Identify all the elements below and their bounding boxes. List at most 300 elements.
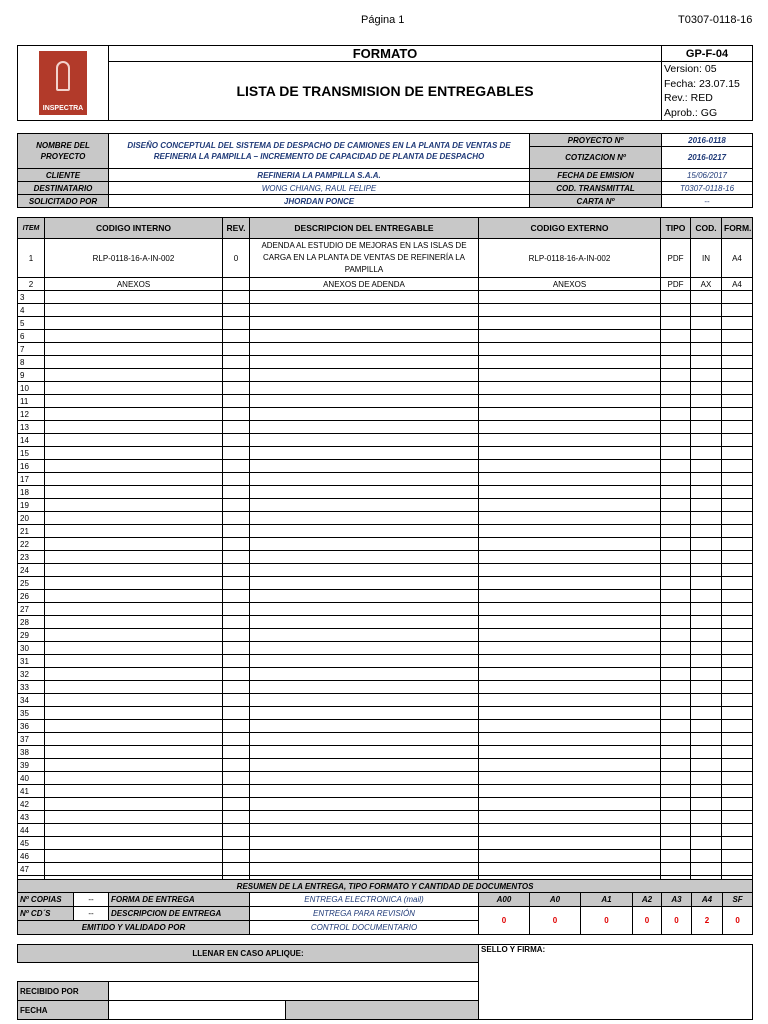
issued-by-label: EMITIDO Y VALIDADO POR [18, 921, 250, 935]
cell-item-number: 22 [18, 538, 45, 551]
cell-item-number: 43 [18, 811, 45, 824]
cell-format [722, 642, 753, 655]
cell-revision [223, 447, 250, 460]
cell-description [250, 798, 479, 811]
cell-revision [223, 759, 250, 772]
cell-revision [223, 720, 250, 733]
cell-revision [223, 824, 250, 837]
cell-type [661, 785, 691, 798]
cell-type [661, 421, 691, 434]
cell-external-code [479, 642, 661, 655]
cell-external-code [479, 395, 661, 408]
cell-item-number: 40 [18, 772, 45, 785]
cell-internal-code [45, 759, 223, 772]
count-a3: 0 [662, 907, 692, 935]
cell-description [250, 772, 479, 785]
cell-revision [223, 291, 250, 304]
transmittal-value: T0307-0118-16 [662, 182, 753, 195]
cell-internal-code [45, 603, 223, 616]
table-row [18, 668, 753, 681]
cell-item-number: 12 [18, 408, 45, 421]
cell-item-number: 38 [18, 746, 45, 759]
cell-format [722, 655, 753, 668]
col-description: DESCRIPCION DEL ENTREGABLE [250, 218, 479, 239]
project-name-label: NOMBRE DEL PROYECTO [18, 134, 109, 169]
cell-type [661, 408, 691, 421]
cell-external-code [479, 655, 661, 668]
cell-code [691, 759, 722, 772]
cell-internal-code [45, 447, 223, 460]
format-a1-label: A1 [581, 893, 633, 907]
cell-revision [223, 850, 250, 863]
page-number: Página 1 [361, 14, 405, 26]
cell-format [722, 291, 753, 304]
cell-internal-code [45, 382, 223, 395]
cell-external-code [479, 304, 661, 317]
cell-internal-code [45, 798, 223, 811]
cell-item-number: 39 [18, 759, 45, 772]
cell-revision [223, 278, 250, 291]
cell-external-code [479, 720, 661, 733]
cell-revision [223, 317, 250, 330]
cell-revision [223, 382, 250, 395]
cell-item-number: 44 [18, 824, 45, 837]
cell-format [722, 772, 753, 785]
table-row [18, 343, 753, 356]
cell-external-code [479, 707, 661, 720]
cell-revision [223, 460, 250, 473]
table-row [18, 486, 753, 499]
cell-item-number: 47 [18, 863, 45, 876]
cell-type [661, 811, 691, 824]
table-row [18, 681, 753, 694]
cell-revision [223, 733, 250, 746]
table-row [18, 434, 753, 447]
cell-item-number: 5 [18, 317, 45, 330]
cell-internal-code [45, 863, 223, 876]
cell-description [250, 460, 479, 473]
cell-format [722, 447, 753, 460]
cell-external-code [479, 785, 661, 798]
cell-internal-code [45, 564, 223, 577]
cell-revision [223, 603, 250, 616]
cell-description [250, 733, 479, 746]
cell-type [661, 434, 691, 447]
col-cod: COD. [691, 218, 722, 239]
cell-item-number: 27 [18, 603, 45, 616]
cell-external-code [479, 317, 661, 330]
cell-description [250, 785, 479, 798]
cell-format [722, 590, 753, 603]
cell-internal-code [45, 642, 223, 655]
cell-description [250, 811, 479, 824]
table-row [18, 538, 753, 551]
cell-internal-code [45, 330, 223, 343]
cell-revision [223, 668, 250, 681]
cell-type [661, 798, 691, 811]
table-row [18, 356, 753, 369]
cell-type [661, 330, 691, 343]
cell-internal-code [45, 746, 223, 759]
cell-item-number: 18 [18, 486, 45, 499]
table-row [18, 629, 753, 642]
cell-description [250, 759, 479, 772]
cell-revision [223, 811, 250, 824]
cell-description [250, 473, 479, 486]
cell-code [691, 304, 722, 317]
cell-description [250, 382, 479, 395]
table-row [18, 616, 753, 629]
copies-value: -- [74, 893, 109, 907]
cell-code [691, 577, 722, 590]
cell-type [661, 317, 691, 330]
table-row [18, 473, 753, 486]
cell-item-number: 17 [18, 473, 45, 486]
cell-item-number: 4 [18, 304, 45, 317]
cell-description [250, 668, 479, 681]
cell-external-code [479, 824, 661, 837]
cell-item-number: 15 [18, 447, 45, 460]
format-a00-label: A00 [479, 893, 530, 907]
delivery-description-value: ENTREGA PARA REVISIÓN [250, 907, 479, 921]
cell-code [691, 733, 722, 746]
cell-type: PDF [661, 278, 691, 291]
cell-external-code [479, 434, 661, 447]
cell-type: PDF [661, 239, 691, 278]
cell-format [722, 395, 753, 408]
col-format: FORM. [722, 218, 753, 239]
cell-description [250, 343, 479, 356]
cell-external-code [479, 798, 661, 811]
cell-format [722, 681, 753, 694]
cell-internal-code [45, 525, 223, 538]
cell-external-code [479, 291, 661, 304]
cell-external-code [479, 330, 661, 343]
cell-code [691, 512, 722, 525]
cell-format [722, 369, 753, 382]
cell-description [250, 447, 479, 460]
cell-item-number: 19 [18, 499, 45, 512]
cell-internal-code [45, 837, 223, 850]
cell-code [691, 798, 722, 811]
count-sf: 0 [723, 907, 753, 935]
cell-revision [223, 408, 250, 421]
cell-code [691, 551, 722, 564]
cell-type [661, 343, 691, 356]
cell-revision [223, 785, 250, 798]
received-by-field[interactable] [109, 982, 479, 1001]
cell-format [722, 694, 753, 707]
cell-revision [223, 629, 250, 642]
cell-description [250, 408, 479, 421]
cell-revision [223, 564, 250, 577]
footer-date-field[interactable] [109, 1001, 286, 1020]
format-a2-label: A2 [633, 893, 662, 907]
cell-item-number: 2 [18, 278, 45, 291]
cell-external-code [479, 564, 661, 577]
count-a2: 0 [633, 907, 662, 935]
client-value: REFINERIA LA PAMPILLA S.A.A. [109, 169, 530, 182]
cell-item-number: 7 [18, 343, 45, 356]
copies-label: Nº COPIAS [18, 893, 74, 907]
cell-format: A4 [722, 239, 753, 278]
cell-internal-code: RLP-0118-16-A-IN-002 [45, 239, 223, 278]
cell-revision [223, 655, 250, 668]
cell-internal-code [45, 369, 223, 382]
chess-piece-icon [56, 61, 70, 91]
table-row [18, 369, 753, 382]
cell-item-number: 9 [18, 369, 45, 382]
cell-external-code [479, 356, 661, 369]
cell-description [250, 564, 479, 577]
cell-type [661, 577, 691, 590]
cell-description [250, 434, 479, 447]
cell-internal-code [45, 304, 223, 317]
cell-format [722, 317, 753, 330]
cell-item-number: 8 [18, 356, 45, 369]
cell-item-number: 23 [18, 551, 45, 564]
cell-item-number: 28 [18, 616, 45, 629]
received-by-label: RECIBIDO POR [18, 982, 109, 1001]
table-row [18, 447, 753, 460]
cell-internal-code [45, 486, 223, 499]
cell-format [722, 304, 753, 317]
table-row [18, 304, 753, 317]
cell-internal-code [45, 772, 223, 785]
cell-item-number: 41 [18, 785, 45, 798]
table-row [18, 499, 753, 512]
cell-code [691, 837, 722, 850]
cell-description [250, 499, 479, 512]
cell-code [691, 681, 722, 694]
cell-description [250, 395, 479, 408]
cell-revision [223, 499, 250, 512]
cell-item-number: 32 [18, 668, 45, 681]
summary-title: RESUMEN DE LA ENTREGA, TIPO FORMATO Y CANTIDAD DE DOCUMENTOS [18, 880, 753, 893]
cell-type [661, 629, 691, 642]
cell-format [722, 746, 753, 759]
table-row [18, 850, 753, 863]
cell-type [661, 564, 691, 577]
cell-external-code [479, 460, 661, 473]
table-row [18, 785, 753, 798]
cell-external-code [479, 486, 661, 499]
cell-internal-code [45, 395, 223, 408]
cell-format [722, 434, 753, 447]
cell-internal-code: ANEXOS [45, 278, 223, 291]
project-number-label: PROYECTO Nº [530, 134, 662, 147]
cell-revision [223, 395, 250, 408]
cell-revision [223, 681, 250, 694]
cell-description [250, 746, 479, 759]
cell-description [250, 512, 479, 525]
table-row [18, 707, 753, 720]
cell-revision: 0 [223, 239, 250, 278]
cell-external-code [479, 668, 661, 681]
cell-description [250, 304, 479, 317]
cell-type [661, 369, 691, 382]
cell-format: A4 [722, 278, 753, 291]
cell-code [691, 707, 722, 720]
cell-description [250, 590, 479, 603]
cell-external-code [479, 863, 661, 876]
cell-type [661, 772, 691, 785]
issued-by-value: CONTROL DOCUMENTARIO [250, 921, 479, 935]
fill-if-applies: LLENAR EN CASO APLIQUE: [18, 945, 479, 963]
recipient-value: WONG CHIANG, RAUL FELIPE [109, 182, 530, 195]
cell-description [250, 369, 479, 382]
cell-item-number: 11 [18, 395, 45, 408]
cell-format [722, 603, 753, 616]
cell-revision [223, 343, 250, 356]
cell-item-number: 42 [18, 798, 45, 811]
cell-code [691, 629, 722, 642]
table-row [18, 837, 753, 850]
format-sf-label: SF [723, 893, 753, 907]
document-title: LISTA DE TRANSMISION DE ENTREGABLES [109, 62, 662, 121]
cell-type [661, 538, 691, 551]
cell-external-code [479, 694, 661, 707]
cell-format [722, 798, 753, 811]
cell-format [722, 707, 753, 720]
cell-external-code [479, 499, 661, 512]
count-a00: 0 [479, 907, 530, 935]
delivery-description-label: DESCRIPCION DE ENTREGA [109, 907, 250, 921]
cell-revision [223, 473, 250, 486]
cell-internal-code [45, 811, 223, 824]
cell-code [691, 460, 722, 473]
table-row [18, 317, 753, 330]
receipt-block [17, 944, 753, 1020]
cell-internal-code [45, 850, 223, 863]
cell-code [691, 746, 722, 759]
cell-format [722, 421, 753, 434]
cell-external-code [479, 850, 661, 863]
cell-description: ANEXOS DE ADENDA [250, 278, 479, 291]
cell-external-code [479, 369, 661, 382]
cell-description: ADENDA AL ESTUDIO DE MEJORAS EN LAS ISLAS DE CARGA EN LA PLANTA DE VENTAS DE REFINERÍA LA PAMPILLA [250, 239, 479, 278]
table-row [18, 577, 753, 590]
cell-format [722, 512, 753, 525]
cell-description [250, 655, 479, 668]
cell-description [250, 629, 479, 642]
cell-format [722, 837, 753, 850]
cell-code [691, 785, 722, 798]
cell-format [722, 577, 753, 590]
table-row [18, 395, 753, 408]
cell-internal-code [45, 291, 223, 304]
table-row [18, 603, 753, 616]
cell-type [661, 694, 691, 707]
table-row [18, 551, 753, 564]
project-info [17, 133, 753, 208]
table-row [18, 655, 753, 668]
cell-internal-code [45, 577, 223, 590]
cell-format [722, 785, 753, 798]
cell-format [722, 473, 753, 486]
cell-code [691, 356, 722, 369]
version: Version: 05 [664, 63, 717, 75]
cell-item-number: 1 [18, 239, 45, 278]
cell-type [661, 382, 691, 395]
table-row [18, 772, 753, 785]
cell-type [661, 460, 691, 473]
cell-code [691, 447, 722, 460]
cell-revision [223, 551, 250, 564]
cell-code: AX [691, 278, 722, 291]
cell-external-code [479, 811, 661, 824]
cell-format [722, 668, 753, 681]
table-row [18, 694, 753, 707]
table-row [18, 460, 753, 473]
cell-type [661, 304, 691, 317]
cell-format [722, 330, 753, 343]
cell-external-code [479, 603, 661, 616]
cell-description [250, 720, 479, 733]
form-code: GP-F-04 [662, 46, 753, 62]
cell-item-number: 10 [18, 382, 45, 395]
table-row [18, 733, 753, 746]
cell-external-code [479, 772, 661, 785]
cell-type [661, 512, 691, 525]
table-row [18, 590, 753, 603]
format-a4-label: A4 [692, 893, 723, 907]
cell-type [661, 720, 691, 733]
cell-external-code [479, 512, 661, 525]
cell-item-number: 13 [18, 421, 45, 434]
col-type: TIPO [661, 218, 691, 239]
quotation-label: COTIZACION Nº [530, 147, 662, 169]
cell-item-number: 24 [18, 564, 45, 577]
cell-type [661, 642, 691, 655]
cell-external-code [479, 759, 661, 772]
cell-type [661, 837, 691, 850]
cell-code [691, 616, 722, 629]
client-label: CLIENTE [18, 169, 109, 182]
cds-label: Nº CD´S [18, 907, 74, 921]
approval: Aprob.: GG [664, 106, 718, 119]
table-row [18, 746, 753, 759]
cell-code [691, 317, 722, 330]
cell-internal-code [45, 707, 223, 720]
cell-internal-code [45, 824, 223, 837]
cell-item-number: 34 [18, 694, 45, 707]
cell-description [250, 681, 479, 694]
cell-internal-code [45, 434, 223, 447]
cell-item-number: 26 [18, 590, 45, 603]
cell-code [691, 421, 722, 434]
table-row [18, 330, 753, 343]
cell-external-code [479, 681, 661, 694]
cell-item-number: 37 [18, 733, 45, 746]
transmittal-label: COD. TRANSMITTAL [530, 182, 662, 195]
cell-format [722, 629, 753, 642]
cell-format [722, 538, 753, 551]
col-external-code: CODIGO EXTERNO [479, 218, 661, 239]
deliverables-table [17, 217, 753, 889]
revision: Rev.: RED [664, 92, 713, 104]
cell-item-number: 33 [18, 681, 45, 694]
cell-type [661, 590, 691, 603]
cell-code [691, 694, 722, 707]
format-a3-label: A3 [662, 893, 692, 907]
recipient-label: DESTINATARIO [18, 182, 109, 195]
format-label: FORMATO [109, 46, 662, 62]
cell-internal-code [45, 343, 223, 356]
cell-description [250, 824, 479, 837]
cell-external-code [479, 746, 661, 759]
table-row [18, 512, 753, 525]
